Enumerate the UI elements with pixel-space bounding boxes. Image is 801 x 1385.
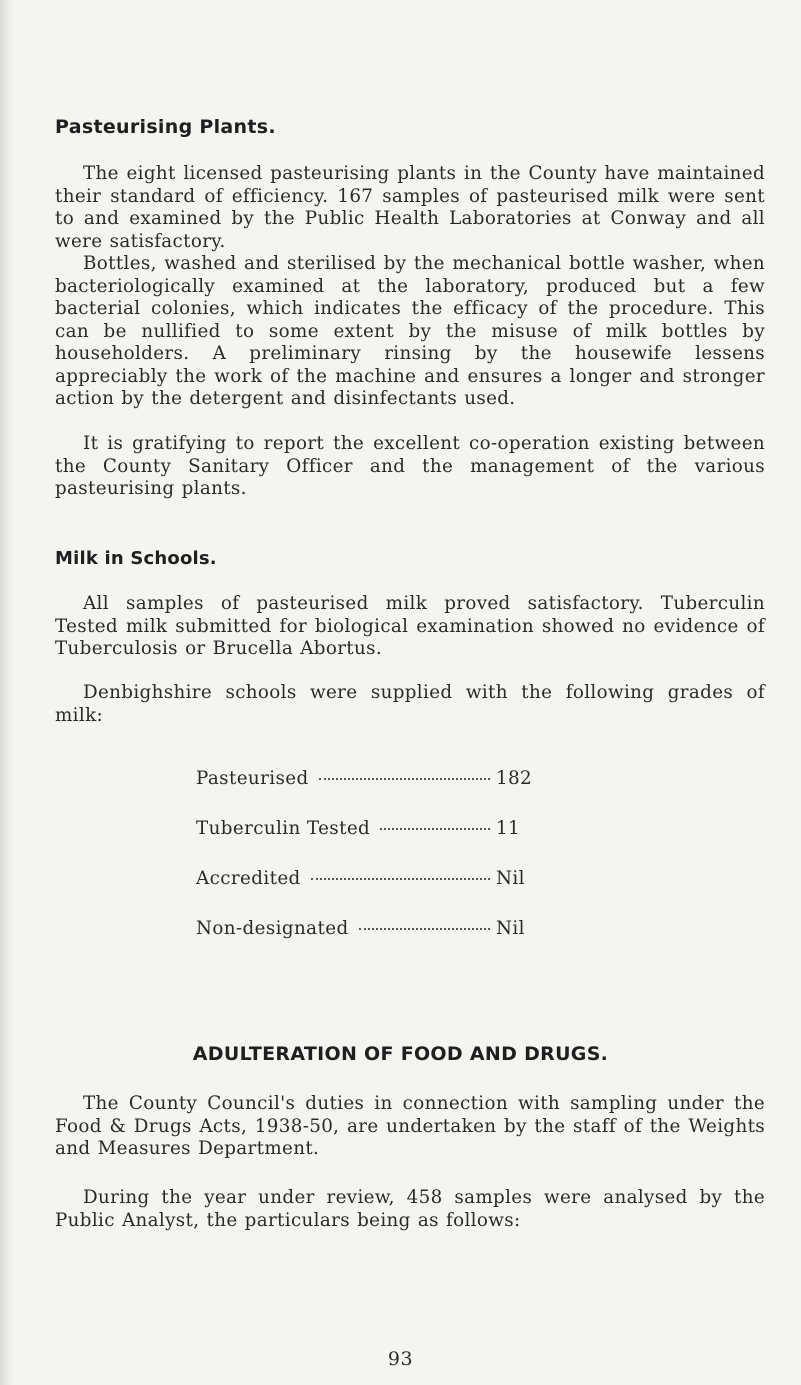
paragraph-text: It is gratifying to report the excellent co-operation existing between the County Sanitary Officer and the management of the various pasteurising plants. <box>55 433 765 499</box>
dot-leader <box>319 778 490 780</box>
grade-row-accredited <box>196 868 556 894</box>
paragraph-pasteurising-3 <box>55 433 765 501</box>
grade-name: Tuberculin Tested <box>196 818 371 839</box>
heading-milk-in-schools: Milk in Schools. <box>55 548 217 569</box>
grade-value: 11 <box>496 818 521 839</box>
paragraph-schools-1 <box>55 593 765 661</box>
paragraph-pasteurising-1 <box>55 163 765 253</box>
grade-row-non-designated <box>196 918 556 944</box>
grade-name: Pasteurised <box>196 768 309 789</box>
dot-leader <box>380 828 490 830</box>
paragraph-text: During the year under review, 458 samples were analysed by the Public Analyst, the particulars being as follows: <box>55 1187 765 1231</box>
heading-adulteration: ADULTERATION OF FOOD AND DRUGS. <box>192 1043 609 1065</box>
paragraph-text: Bottles, washed and sterilised by the mechanical bottle washer, when bacteriologically examined at the laboratory, produced but a few bacterial colonies, which indicates the efficacy of the procedure. This can be nullified to some extent by the misuse of milk bottles by householders. A preliminary rinsing by the housewife lessens appreciably the work of the machine and ensures a longer and stronger action by the detergent and disinfectants used. <box>55 253 765 409</box>
grade-row-pasteurised <box>196 768 556 794</box>
paragraph-pasteurising-2 <box>55 253 765 411</box>
paragraph-text: Denbighshire schools were supplied with the following grades of milk: <box>55 682 765 726</box>
paragraph-text: The County Council's duties in connection with sampling under the Food & Drugs Acts, 1938-50, are undertaken by the staff of the Weights and Measures Department. <box>55 1093 765 1159</box>
grade-name: Non-designated <box>196 918 349 939</box>
heading-pasteurising-plants: Pasteurising Plants. <box>55 116 276 138</box>
paragraph-adulteration-1 <box>55 1093 765 1161</box>
grade-value: Nil <box>496 918 525 939</box>
grade-value: Nil <box>496 868 525 889</box>
paragraph-schools-2 <box>55 682 765 727</box>
paragraph-adulteration-2 <box>55 1187 765 1232</box>
grade-value: 182 <box>496 768 533 789</box>
paragraph-text: The eight licensed pasteurising plants in the County have maintained their standard of efficiency. 167 samples of pasteurised milk were sent to and examined by the Public Health Laboratories at Conway and all were satisfactory. <box>55 163 765 252</box>
paragraph-text: All samples of pasteurised milk proved satisfactory. Tuberculin Tested milk submitted for biological examination showed no evidence of Tuberculosis or Brucella Abortus. <box>55 593 765 659</box>
page-number: 93 <box>387 1348 414 1370</box>
dot-leader <box>311 878 490 880</box>
dot-leader <box>359 928 490 930</box>
grade-name: Accredited <box>196 868 301 889</box>
grade-row-tuberculin-tested <box>196 818 556 844</box>
